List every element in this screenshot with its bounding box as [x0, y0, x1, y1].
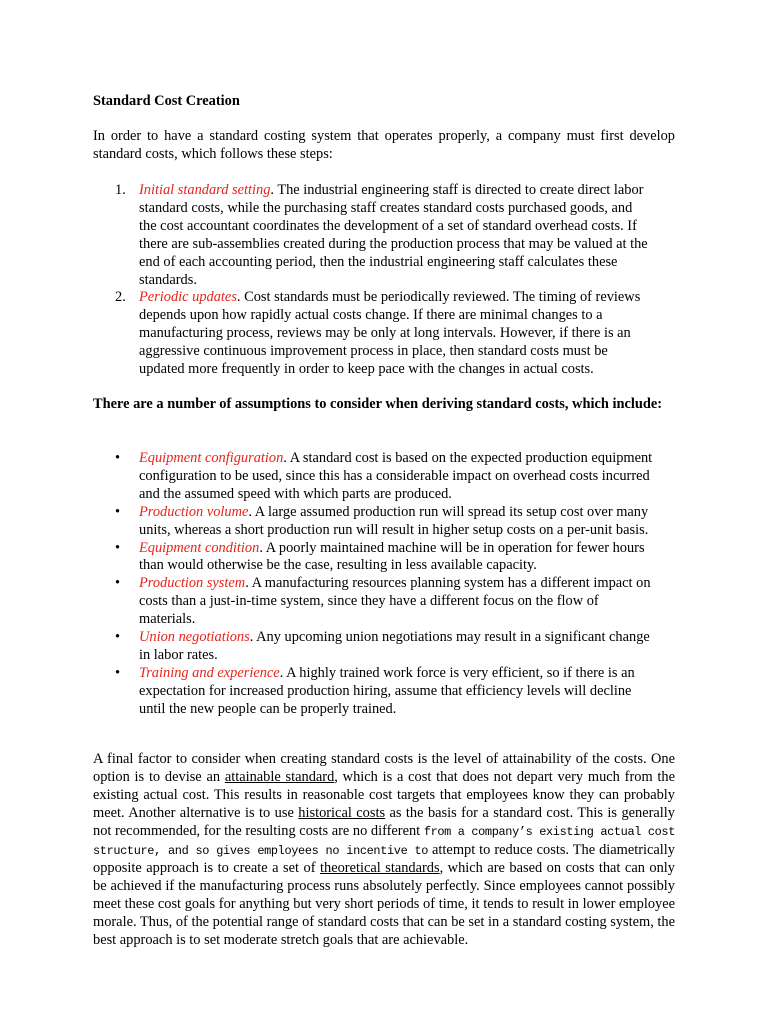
attainable-standard-link[interactable]: attainable standard [224, 768, 335, 785]
assumption-item [93, 575, 653, 629]
steps-list [93, 182, 653, 379]
assumption-item [93, 629, 653, 665]
theoretical-standards-link[interactable]: theoretical standards [320, 860, 440, 877]
bullet-icon: • [115, 629, 121, 646]
document-title: Standard Cost Creation [93, 93, 240, 109]
step-item [93, 289, 653, 379]
assumptions-list [93, 450, 653, 719]
assumption-text: . Any upcoming union negotiations may result in a significant change in labor rates. [139, 629, 650, 663]
bullet-icon: • [115, 450, 121, 466]
assumption-item [93, 665, 653, 719]
historical-costs-link[interactable]: historical costs [298, 804, 386, 821]
assumption-text: . A large assumed production run will spread its setup cost over many units, whereas a short production run will result in higher setup costs on a per-unit basis. [139, 503, 649, 538]
intro-paragraph: In order to have a standard costing system that operates properly, a company must first develop standard costs, which follows these steps: [93, 128, 675, 162]
assumption-term: Training and experience [139, 664, 280, 681]
final-text: as the basis for a standard cost. This is generally not recommended, for the resulting costs are no different [93, 804, 675, 839]
assumption-item [93, 450, 653, 504]
assumption-text: . A standard cost is based on the expected production equipment configuration to be used, since this has a considerable impact on overhead costs incurred and the assumed speed with which parts are produced. [139, 450, 653, 502]
final-text: , which is a cost that does not depart very much from the existing actual cost. This results in reasonable cost targets that employees know they can probably meet. Another alternative is to use [93, 768, 675, 821]
assumption-term: Equipment configuration [139, 450, 284, 466]
final-text: A final factor to consider when creating standard costs is the level of attainability of the costs. One option is to devise an [93, 751, 675, 785]
step-item [93, 182, 653, 289]
assumption-text: . A highly trained work force is very efficient, so if there is an expectation for increased production hiring, assume that efficiency levels will decline until the new people can be properly trained. [139, 664, 635, 717]
bullet-icon: • [115, 539, 121, 556]
final-text-mono: from a company’s existing actual cost structure, and so gives employees no incentive to [93, 824, 675, 858]
step-number: 1. [115, 182, 126, 198]
final-text: , which are based on costs that can only be achieved if the manufacturing process runs absolutely perfectly. Since employees cannot possibly meet these cost goals for anything but very short periods of time, it tends to result in lower employee morale. Thus, of the potential range of standard costs that can be set in a standard costing system, the best approach is to set moderate stretch goals that are achievable. [93, 860, 675, 949]
assumption-term: Production volume [139, 503, 249, 520]
bullet-icon: • [115, 664, 121, 681]
assumption-text: . A poorly maintained machine will be in operation for fewer hours than would otherwise be the case, resulting in less available capacity. [139, 539, 645, 574]
assumption-item [93, 504, 653, 540]
step-term: Initial standard setting [139, 182, 271, 198]
final-text: attempt to reduce costs. The diametrically opposite approach is to create a set of [93, 841, 675, 877]
assumption-term: Production system [139, 575, 246, 592]
assumption-term: Union negotiations [139, 629, 250, 646]
step-text: . The industrial engineering staff is directed to create direct labor standard costs, while the purchasing staff creates standard costs purchased goods, and the cost accountant coordinates the development of a set of standard overhead costs. If there are sub-assemblies created during the production process that may be valued at the end of each accounting period, then the industrial engineering staff calculates these standards. [139, 182, 648, 288]
assumption-item [93, 540, 653, 576]
bullet-icon: • [115, 575, 121, 592]
step-text: . Cost standards must be periodically reviewed. The timing of reviews depends upon how rapidly actual costs change. If there are minimal changes to a manufacturing process, reviews may be only at long intervals. However, if there is an aggressive continuous improvement process in place, then standard costs must be updated more frequently in order to keep pace with the changes in actual costs. [139, 289, 641, 378]
assumption-term: Equipment condition [139, 539, 260, 556]
final-paragraph [93, 751, 675, 950]
assumptions-heading: There are a number of assumptions to consider when deriving standard costs, which include: [93, 396, 663, 412]
assumption-text: . A manufacturing resources planning system has a different impact on costs than a just-in-time system, since they have a different focus on the flow of materials. [139, 575, 651, 628]
step-term: Periodic updates [139, 289, 237, 306]
step-number: 2. [115, 289, 126, 306]
bullet-icon: • [115, 503, 121, 520]
